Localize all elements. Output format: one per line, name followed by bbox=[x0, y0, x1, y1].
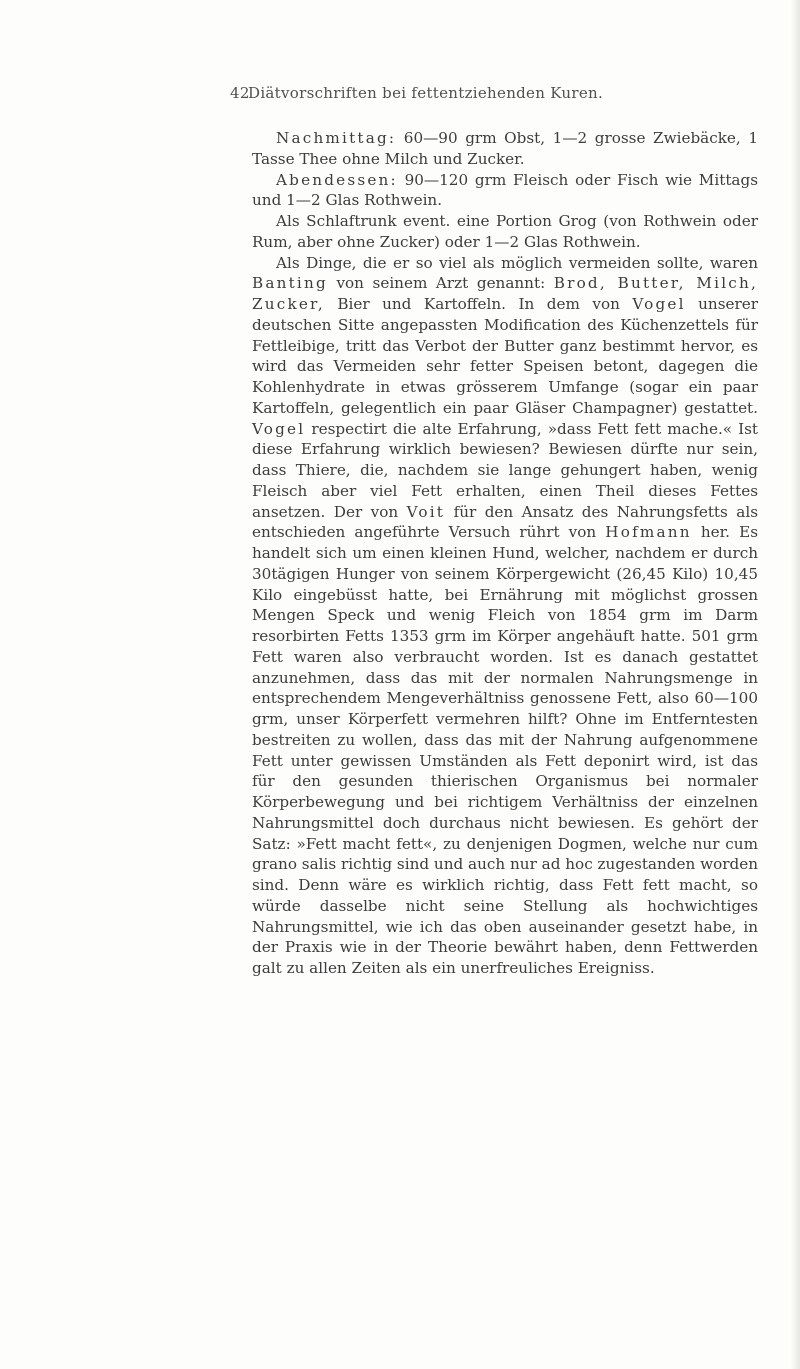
text-run: für den Ansatz des Nahrungsfetts als entschieden angeführte Versuch rührt von bbox=[252, 502, 758, 542]
running-title: Diätvorschriften bei fettentziehenden Kuren. bbox=[248, 84, 604, 102]
meal-heading-nachmittag: Nachmittag: bbox=[276, 129, 397, 147]
page-number: 42 bbox=[230, 84, 250, 102]
name-vogel: Vogel bbox=[252, 419, 306, 438]
paragraph-main bbox=[252, 253, 758, 979]
name-vogel: Vogel bbox=[632, 295, 686, 313]
text-run: von seinem Arzt genannt: bbox=[327, 274, 554, 293]
paragraph-text: 90—120 grm Fleisch oder Fisch wie Mittags und 1—2 Glas Rothwein. bbox=[252, 170, 758, 210]
name-voit: Voit bbox=[406, 502, 446, 521]
name-banting: Banting bbox=[252, 274, 328, 293]
paragraph-nachmittag bbox=[252, 128, 758, 170]
running-header bbox=[230, 84, 604, 102]
paragraph-schlaftrunk bbox=[252, 211, 758, 253]
body-text bbox=[252, 128, 758, 979]
paragraph-text: 60—90 grm Obst, 1—2 grosse Zwiebäcke, 1 Tasse Thee ohne Milch und Zucker. bbox=[252, 129, 758, 168]
text-run: unserer deutschen Sitte angepassten Modification des Küchenzettels für Fettleibige, tritt das Verbot der Butter ganz bestimmt hervor, es wird das Vermeiden sehr fetter Speisen betont, dagegen die Kohlenhydrate in etwas grösserem Umfange (sogar ein paar Kartoffeln, gelegentlich ein paar Gläser Champagner) gestattet. bbox=[252, 295, 758, 417]
forbidden-foods-list: Brod, Butter, Milch, Zucker, bbox=[252, 274, 758, 313]
text-run: respectirt die alte Erfahrung, »dass Fett fett mache.« Ist diese Erfahrung wirklich bewiesen? Bewiesen dürfte nur sein, dass Thiere, die, nachdem sie lange gehungert haben, wenig Fleisch aber viel Fett erhalten, einen Theil dieses Fettes ansetzen. Der von bbox=[252, 419, 758, 521]
paragraph-text: Als Schlaftrunk event. eine Portion Grog (von Rothwein oder Rum, aber ohne Zucker) oder 1—2 Glas Rothwein. bbox=[252, 212, 758, 251]
page-edge-shadow bbox=[790, 0, 800, 1369]
paragraph-abendessen bbox=[252, 170, 758, 212]
meal-heading-abendessen: Abendessen: bbox=[276, 170, 398, 189]
text-run: Bier und Kartoffeln. In dem von bbox=[324, 295, 633, 313]
text-run: Als Dinge, die er so viel als möglich vermeiden sollte, waren bbox=[276, 253, 758, 272]
text-run: her. Es handelt sich um einen kleinen Hund, welcher, nachdem er durch 30tägigen Hunger von seinem Körpergewicht (26,45 Kilo) 10,45 Kilo eingebüsst hatte, bei Ernährung mit möglichst grossen Mengen Speck und wenig Fleich von 1854 grm im Darm resorbirten Fetts 1353 grm im Körper angehäuft hatte. 501 grm Fett waren also verbraucht worden. Ist es danach gestattet anzunehmen, dass das mit der normalen Nahrungsmenge in entsprechendem Mengeverhältniss genossene Fett, also 60—100 grm, unser Körperfett vermehren hilft? Ohne im Entferntesten bestreiten zu wollen, dass das mit der Nahrung aufgenommene Fett unter gewissen Umständen als Fett deponirt wird, ist das für den gesunden thierischen Organismus bei normaler Körperbewegung und bei richtigem Verhältniss der einzelnen Nahrungsmittel doch durchaus nicht bewiesen. Es gehört der Satz: »Fett macht fett«, zu denjenigen Dogmen, welche nur cum grano salis richtig sind und auch nur ad hoc zugestanden worden sind. Denn wäre es wirklich richtig, dass Fett fett macht, so würde dasselbe nicht seine Stellung als hochwichtiges Nahrungsmittel, wie ich das oben auseinander gesetzt habe, in der Praxis wie in der Theorie bewährt haben, denn Fettwerden galt zu allen Zeiten als ein unerfreuliches Ereigniss. bbox=[252, 523, 758, 977]
name-hofmann: Hofmann bbox=[605, 523, 692, 542]
